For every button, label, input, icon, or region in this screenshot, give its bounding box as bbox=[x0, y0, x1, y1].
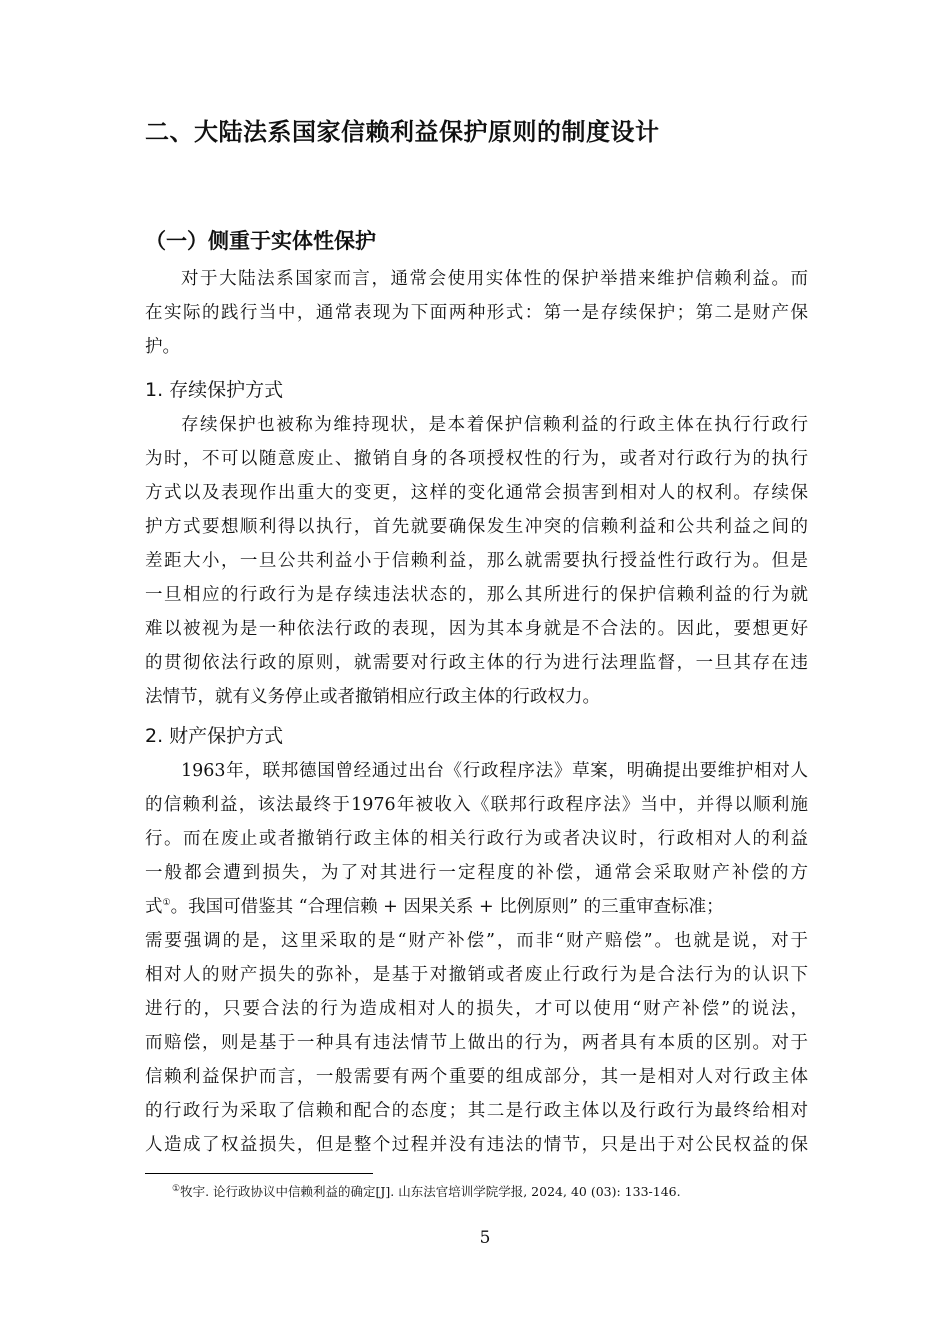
paragraph-line: 进行的，只要合法的行为造成相对人的损失，才可以使用“财产补偿”的说法， bbox=[145, 999, 808, 1019]
chapter-heading: 二、大陆法系国家信赖利益保护原则的制度设计 bbox=[145, 118, 660, 146]
paragraph-line: 人造成了权益损失，但是整个过程并没有违法的情节，只是出于对公民权益的保 bbox=[145, 1135, 808, 1155]
paragraph-line: 对于大陆法系国家而言，通常会使用实体性的保护举措来维护信赖利益。而 bbox=[181, 269, 808, 289]
paragraph-line: 需要强调的是，这里采取的是“财产补偿”，而非“财产赔偿”。也就是说，对于 bbox=[145, 931, 808, 951]
paragraph-line: 1963年，联邦德国曾经通过出台《行政程序法》草案，明确提出要维护相对人 bbox=[181, 761, 808, 781]
footnote-text: 牧宇. 论行政协议中信赖利益的确定[J]. 山东法官培训学院学报, 2024, 40 (03): 133-146. bbox=[180, 1184, 681, 1199]
paragraph-line: 难以被视为是一种依法行政的表现，因为其本身就是不合法的。因此，要想更好 bbox=[145, 619, 808, 639]
footnote-marker: ① bbox=[172, 1183, 181, 1194]
paragraph-line: 的信赖利益，该法最终于1976年被收入《联邦行政程序法》当中，并得以顺利施 bbox=[145, 795, 808, 815]
paragraph-line: 的行政行为采取了信赖和配合的态度；其二是行政主体以及行政行为最终给相对 bbox=[145, 1101, 808, 1121]
paragraph-line: 而赔偿，则是基于一种具有违法情节上做出的行为，两者具有本质的区别。对于 bbox=[145, 1033, 808, 1053]
intro-paragraph bbox=[145, 262, 808, 364]
section-heading: （一）侧重于实体性保护 bbox=[145, 229, 376, 253]
paragraph-line: 一般都会遭到损失，为了对其进行一定程度的补偿，通常会采取财产补偿的方 bbox=[145, 863, 808, 883]
subsection-heading-2: 2. 财产保护方式 bbox=[145, 725, 284, 747]
paragraph-line: 存续保护也被称为维持现状，是本着保护信赖利益的行政主体在执行行政行 bbox=[181, 415, 808, 435]
paragraph-line: 在实际的践行当中，通常表现为下面两种形式：第一是存续保护；第二是财产保 bbox=[145, 303, 808, 323]
property-paragraph bbox=[145, 754, 808, 1162]
paragraph-line: 法情节，就有义务停止或者撤销相应行政主体的行政权力。 bbox=[145, 687, 600, 707]
footnote-reference[interactable]: ① bbox=[162, 898, 171, 909]
page-number: 5 bbox=[479, 1228, 491, 1248]
line-text: 。我国可借鉴其 “合理信赖 + 因果关系 + 比例原则” 的三重审查标准； bbox=[170, 897, 724, 917]
paragraph-line: 一旦相应的行政行为是存续违法状态的，那么其所进行的保护信赖利益的行为就 bbox=[145, 585, 808, 605]
paragraph-line-with-note bbox=[145, 890, 808, 924]
continuity-paragraph bbox=[145, 408, 808, 714]
paragraph-line: 的贯彻依法行政的原则，就需要对行政主体的行为进行法理监督，一旦其存在违 bbox=[145, 653, 808, 673]
subsection-heading-1: 1. 存续保护方式 bbox=[145, 379, 284, 401]
paragraph-line: 相对人的财产损失的弥补，是基于对撤销或者废止行政行为是合法行为的认识下 bbox=[145, 965, 808, 985]
paragraph-line: 护方式要想顺利得以执行，首先就要确保发生冲突的信赖利益和公共利益之间的 bbox=[145, 517, 808, 537]
footnote-divider bbox=[145, 1173, 373, 1174]
paragraph-line: 行。而在废止或者撤销行政主体的相关行政行为或者决议时，行政相对人的利益 bbox=[145, 829, 808, 849]
footnote bbox=[172, 1183, 812, 1201]
paragraph-line: 信赖利益保护而言，一般需要有两个重要的组成部分，其一是相对人对行政主体 bbox=[145, 1067, 808, 1087]
paragraph-line: 方式以及表现作出重大的变更，这样的变化通常会损害到相对人的权利。存续保 bbox=[145, 483, 808, 503]
paragraph-line: 护。 bbox=[145, 337, 180, 357]
paragraph-line: 差距大小，一旦公共利益小于信赖利益，那么就需要执行授益性行政行为。但是 bbox=[145, 551, 808, 571]
line-text: 式 bbox=[145, 897, 163, 917]
paragraph-line: 为时，不可以随意废止、撤销自身的各项授权性的行为，或者对行政行为的执行 bbox=[145, 449, 808, 469]
